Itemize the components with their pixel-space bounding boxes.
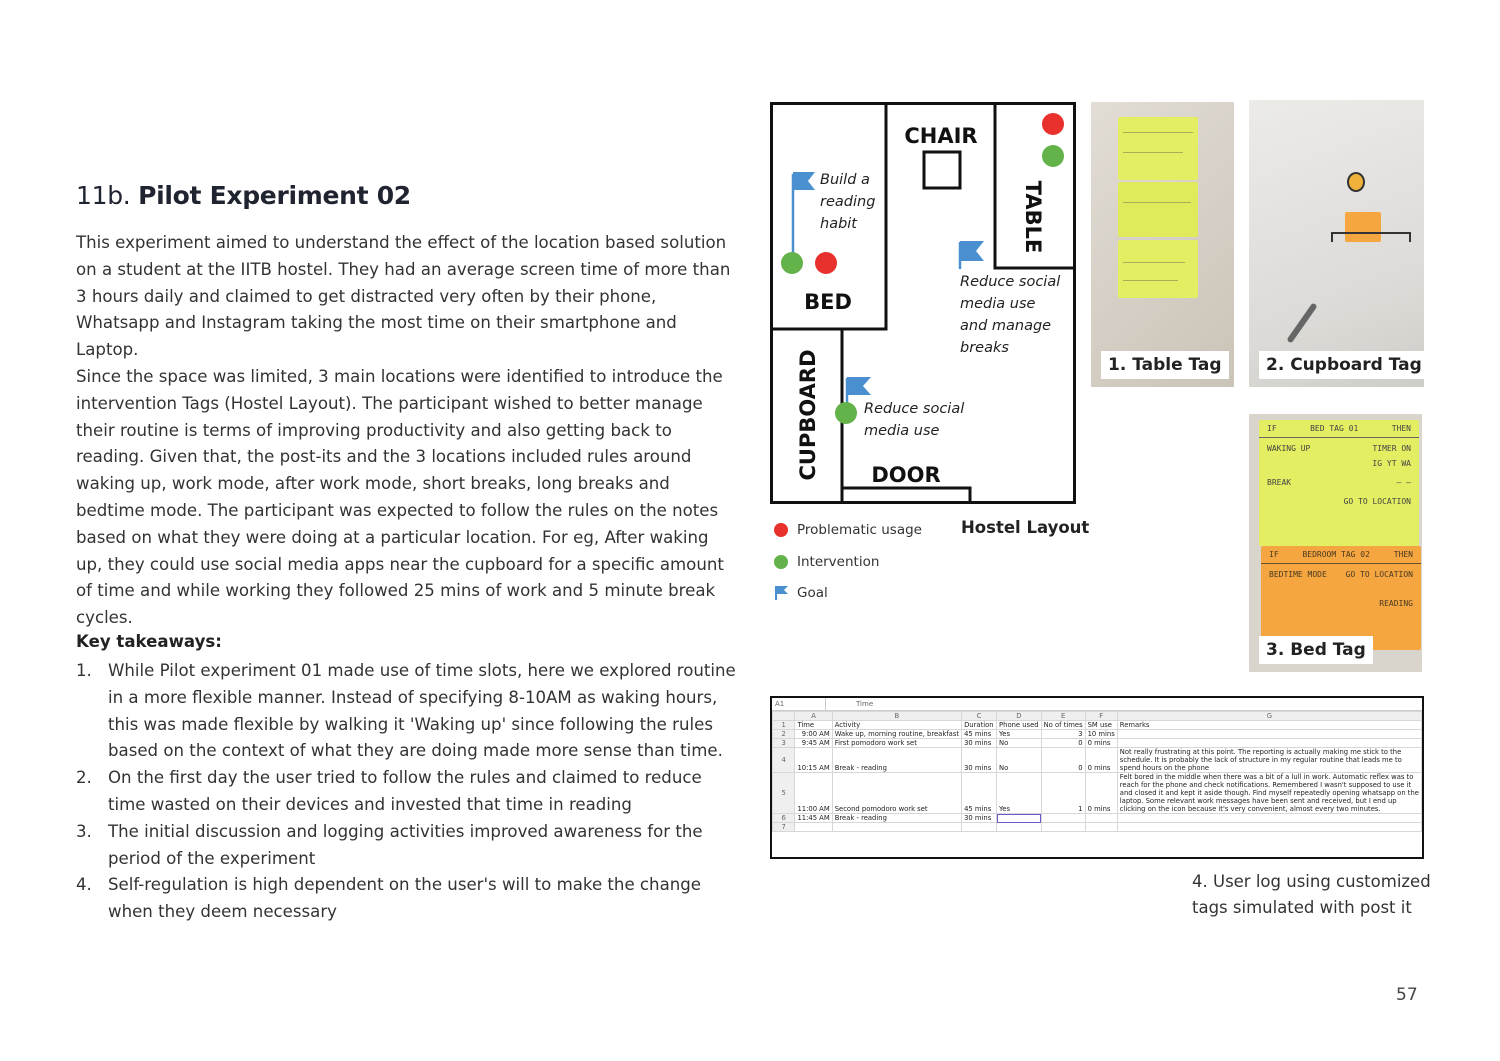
red-dot-icon xyxy=(774,523,788,537)
section-number: 11b. xyxy=(76,181,131,210)
sticky-note xyxy=(1118,117,1198,180)
cupboard-tag-photo xyxy=(1249,100,1424,387)
hostel-layout-caption: Hostel Layout xyxy=(961,518,1090,537)
intervention-dot xyxy=(781,252,803,274)
problematic-dot xyxy=(815,252,837,274)
hostel-layout-diagram xyxy=(770,102,1076,504)
bed-tag-note-2: IF BEDROOM TAG 02 THEN BEDTIME MODE GO TO LOCATION READING xyxy=(1261,546,1421,650)
table-row: 5 11:00 AM Second pomodoro work set 45 mins Yes 1 0 mins Felt bored in the middle when there was a bit of a lull in work. Automatic reflex was to reach for the phone and check notifications. Remembered I wasn't supposed to use it and closed it and kept it aside though. Find myself repeatedly opening whatsapp on the laptop. Some relevant work messages have been sent and received, but I end up clicking on the icon because it's very convenient, almost every two minutes. xyxy=(773,773,1422,814)
table-row: 7 xyxy=(773,823,1422,832)
photo-caption: 2. Cupboard Tag xyxy=(1259,351,1424,379)
cupboard-label: CUPBOARD xyxy=(796,349,820,481)
chair-label: CHAIR xyxy=(904,124,978,148)
key-takeaways-list xyxy=(76,658,740,926)
formula-bar xyxy=(772,698,1422,711)
bed-goal-line: Build a xyxy=(820,172,870,188)
photo-caption: 3. Bed Tag xyxy=(1259,636,1373,664)
intro-paragraph: This experiment aimed to understand the effect of the location based solution on a student at the IITB hostel. They had an average screen time of more than 3 hours daily and claimed to get distracted very often by their phone, Whatsapp and Instagram taking the most time on their smartphone and Laptop. xyxy=(76,233,731,360)
bed-goal-line: habit xyxy=(820,216,857,232)
intervention-dot xyxy=(835,402,857,424)
green-dot-icon xyxy=(774,555,788,569)
goal-flag-icon xyxy=(960,241,984,261)
table-row: 6 11:45 AM Break - reading 30 mins xyxy=(773,814,1422,823)
bed-tag-photo xyxy=(1249,414,1422,672)
table-row: 4 10:15 AM Break - reading 30 mins No 0 0 mins Not really frustrating at this point. The reporting is actually making me stick to the schedule. It is probably the lack of structure in my regular routine that leads me to spend hours on the phone xyxy=(773,748,1422,773)
column-header-row: A B C D E F G xyxy=(773,712,1422,721)
problematic-dot xyxy=(1042,113,1064,135)
selected-cell[interactable] xyxy=(997,814,1042,823)
table-goal-line: breaks xyxy=(960,340,1009,356)
bed-tag-note-1: IF BED TAG 01 THEN WAKING UP TIMER ON IG YT WA BREAK — — GO TO LOCATION xyxy=(1259,420,1419,546)
sticky-note xyxy=(1118,240,1198,298)
intervention-dot xyxy=(1042,145,1064,167)
cupboard-goal-line: media use xyxy=(864,423,940,439)
page-number: 57 xyxy=(1396,985,1418,1005)
door-outline xyxy=(842,488,970,502)
table-row: 1 Time Activity Duration Phone used No of times SM use Remarks xyxy=(773,721,1422,730)
list-item: 2. On the first day the user tried to follow the rules and claimed to reduce time wasted on their devices and invested that time in reading xyxy=(76,768,702,814)
page-title xyxy=(76,181,411,210)
cell-reference: A1 xyxy=(772,698,826,710)
method-paragraph: Since the space was limited, 3 main locations were identified to introduce the intervention Tags (Hostel Layout). The participant wished to better manage their routine is terms of improving productivity and also getting back to reading. Given that, the post-its and the 3 locations included rules around waking up, work mode, after work mode, short breaks, long breaks and bedtime mode. The participant was expected to follow the rules on the notes based on what they were doing at a particular location. For eg, After waking up, they could use social media apps near the cupboard for a specific amount of time and while working they followed 25 mins of work and 5 minute break cycles. xyxy=(76,367,724,628)
table-goal-line: and manage xyxy=(960,318,1052,334)
photo-caption: 1. Table Tag xyxy=(1101,351,1229,379)
chair-square xyxy=(924,152,960,188)
legend-intervention: Intervention xyxy=(774,554,879,570)
list-item: 3. The initial discussion and logging activities improved awareness for the period of the experiment xyxy=(76,821,703,868)
user-log-caption: 4. User log using customized tags simulated with post it xyxy=(1192,872,1431,917)
legend-problematic: Problematic usage xyxy=(774,522,922,538)
table-goal-line: Reduce social xyxy=(960,274,1061,290)
formula-value: Time xyxy=(856,700,874,708)
table-row: 3 9:45 AM First pomodoro work set 30 mins No 0 0 mins xyxy=(773,739,1422,748)
table-goal-line: media use xyxy=(960,296,1036,312)
legend-goal: Goal xyxy=(774,585,828,601)
cupboard-goal-line: Reduce social xyxy=(864,401,965,417)
key-takeaways-title: Key takeaways: xyxy=(76,632,222,651)
table-label: TABLE xyxy=(1021,180,1045,254)
table-tag-photo xyxy=(1091,102,1234,387)
flag-icon xyxy=(774,585,790,601)
table-row: 2 9:00 AM Wake up, morning routine, breakfast 45 mins Yes 3 10 mins xyxy=(773,730,1422,739)
log-table xyxy=(772,711,1422,832)
sticky-note xyxy=(1118,182,1198,237)
bed-goal-line: reading xyxy=(820,194,876,210)
list-item: 4. Self-regulation is high dependent on the user's will to make the change when they deem necessary xyxy=(76,875,701,922)
door-label: DOOR xyxy=(871,463,941,487)
section-title: Pilot Experiment 02 xyxy=(138,181,411,210)
user-log-spreadsheet xyxy=(770,696,1424,859)
list-item: 1. While Pilot experiment 01 made use of time slots, here we explored routine in a more flexible manner. Instead of specifying 8-10AM as waking hours, this was made flexible by walking it 'Waking up' since following the rules based on the context of what they are doing made more sense than time. xyxy=(76,661,736,761)
goal-flag-icon xyxy=(847,377,871,395)
bed-label: BED xyxy=(804,290,852,314)
goal-flag-icon xyxy=(793,172,815,190)
